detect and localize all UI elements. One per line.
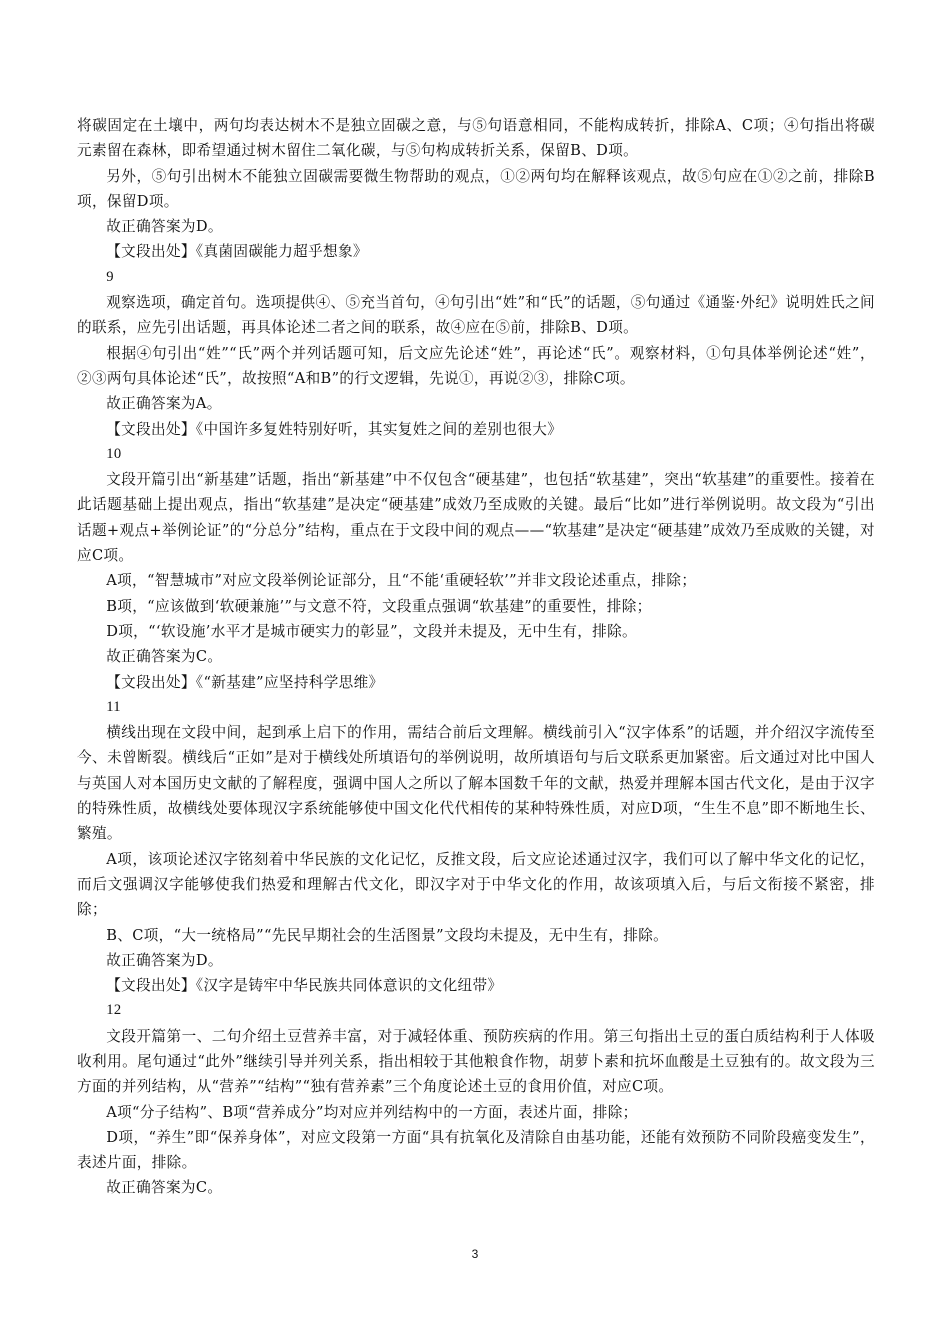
paragraph: A项，该项论述汉字铭刻着中华民族的文化记忆，反推文段，后文应论述通过汉字，我们可以了解中华文化的记忆，而后文强调汉字能够使我们热爱和理解古代文化，即汉字对于中华文化的作用，故该项填入后，与后文衔接不紧密，排除； [77,850,875,919]
paragraph: 故正确答案为C。 [106,1179,223,1197]
paragraph: 文段开篇引出“新基建”话题，指出“新基建”中不仅包含“硬基建”，也包括“软基建”，突出“软基建”的重要性。接着在此话题基础上提出观点，指出“软基建”是决定“硬基建”成效乃至成败的关键。最后“比如”进行举例说明。故文段为“引出话题+观点+举例论证”的“分总分”结构，重点在于文段中间的观点——“软基建”是决定“硬基建”成效乃至成败的关键，对应C项。 [77,471,875,565]
paragraph: 【文段出处】《汉字是铸牢中华民族共同体意识的文化纽带》 [106,977,503,995]
paragraph: 故正确答案为C。 [106,648,223,666]
paragraph: 故正确答案为A。 [106,395,222,413]
question-number: 11 [106,698,121,715]
paragraph: 故正确答案为D。 [106,951,223,969]
paragraph: 根据④句引出“姓”“氏”两个并列话题可知，后文应先论述“姓”，再论述“氏”。观察材料，①句具体举例论述“姓”，②③两句具体论述“氏”，故按照“A和B”的行文逻辑，先说①，再说②③，排除C项。 [77,344,875,387]
paragraph: 另外，⑤句引出树木不能独立固碳需要微生物帮助的观点，①②两句均在解释该观点，故⑤句应在①②之前，排除B项，保留D项。 [77,167,875,210]
paragraph: B项，“应该做到‘软硬兼施’”与文意不符，文段重点强调“软基建”的重要性，排除； [106,597,652,615]
paragraph: 横线出现在文段中间，起到承上启下的作用，需结合前后文理解。横线前引入“汉字体系”的话题，并介绍汉字流传至今、未曾断裂。横线后“正如”是对于横线处所填语句的举例说明，故所填语句与后文联系更加紧密。后文通过对比中国人与英国人对本国历史文献的了解程度，强调中国人之所以了解本国数千年的文献，热爱并理解本国古代文化，是由于汉字的特殊性质，故横线处要体现汉字系统能够使中国文化代代相传的某种特殊性质，对应D项，“生生不息”即不断地生长、繁殖。 [77,724,875,843]
paragraph: 将碳固定在土壤中，两句均表达树木不是独立固碳之意，与⑤句语意相同，不能构成转折，排除A、C项；④句指出将碳元素留在森林，即希望通过树木留住二氧化碳，与⑤句构成转折关系，保留B、D项。 [77,117,875,160]
paragraph: 【文段出处】《真菌固碳能力超乎想象》 [106,243,368,261]
paragraph: 【文段出处】《中国许多复姓特别好听，其实复姓之间的差别也很大》 [106,420,563,438]
paragraph: 【文段出处】《“新基建”应坚持科学思维》 [106,673,384,691]
page-number: 3 [471,1247,479,1261]
paragraph: 文段开篇第一、二句介绍土豆营养丰富，对于减轻体重、预防疾病的作用。第三句指出土豆的蛋白质结构利于人体吸收利用。尾句通过“此外”继续引导并列关系，指出相较于其他粮食作物，胡萝卜素和抗坏血酸是土豆独有的。故文段为三方面的并列结构，从“营养”“结构”“独有营养素”三个角度论述土豆的食用价值，对应C项。 [77,1027,875,1096]
paragraph: A项“分子结构”、B项“营养成分”均对应并列结构中的一方面，表述片面，排除； [106,1103,638,1121]
paragraph: D项，“养生”即“保养身体”，对应文段第一方面“具有抗氧化及清除自由基功能，还能有效预防不同阶段癌变发生”，表述片面，排除。 [77,1128,875,1172]
paragraph: 故正确答案为D。 [106,218,223,236]
question-number: 10 [106,445,122,462]
answer-explanations [77,113,875,1201]
paragraph: A项，“智慧城市”对应文段举例论证部分，且“不能‘重硬轻软’”并非文段论述重点，排除； [106,572,697,590]
question-number: 9 [106,268,114,285]
paragraph: 观察选项，确定首句。选项提供④、⑤充当首句，④句引出“姓”和“氏”的话题，⑤句通过《通鉴·外纪》说明姓氏之间的联系，应先引出话题，再具体论述二者之间的联系，故④应在⑤前，排除B、D项。 [77,294,875,337]
question-number: 12 [106,1002,122,1019]
paragraph: D项，“‘软设施’水平才是城市硬实力的彰显”，文段并未提及，无中生有，排除。 [106,622,637,640]
paragraph: B、C项，“大一统格局”“先民早期社会的生活图景”文段均未提及，无中生有，排除。 [106,926,669,944]
